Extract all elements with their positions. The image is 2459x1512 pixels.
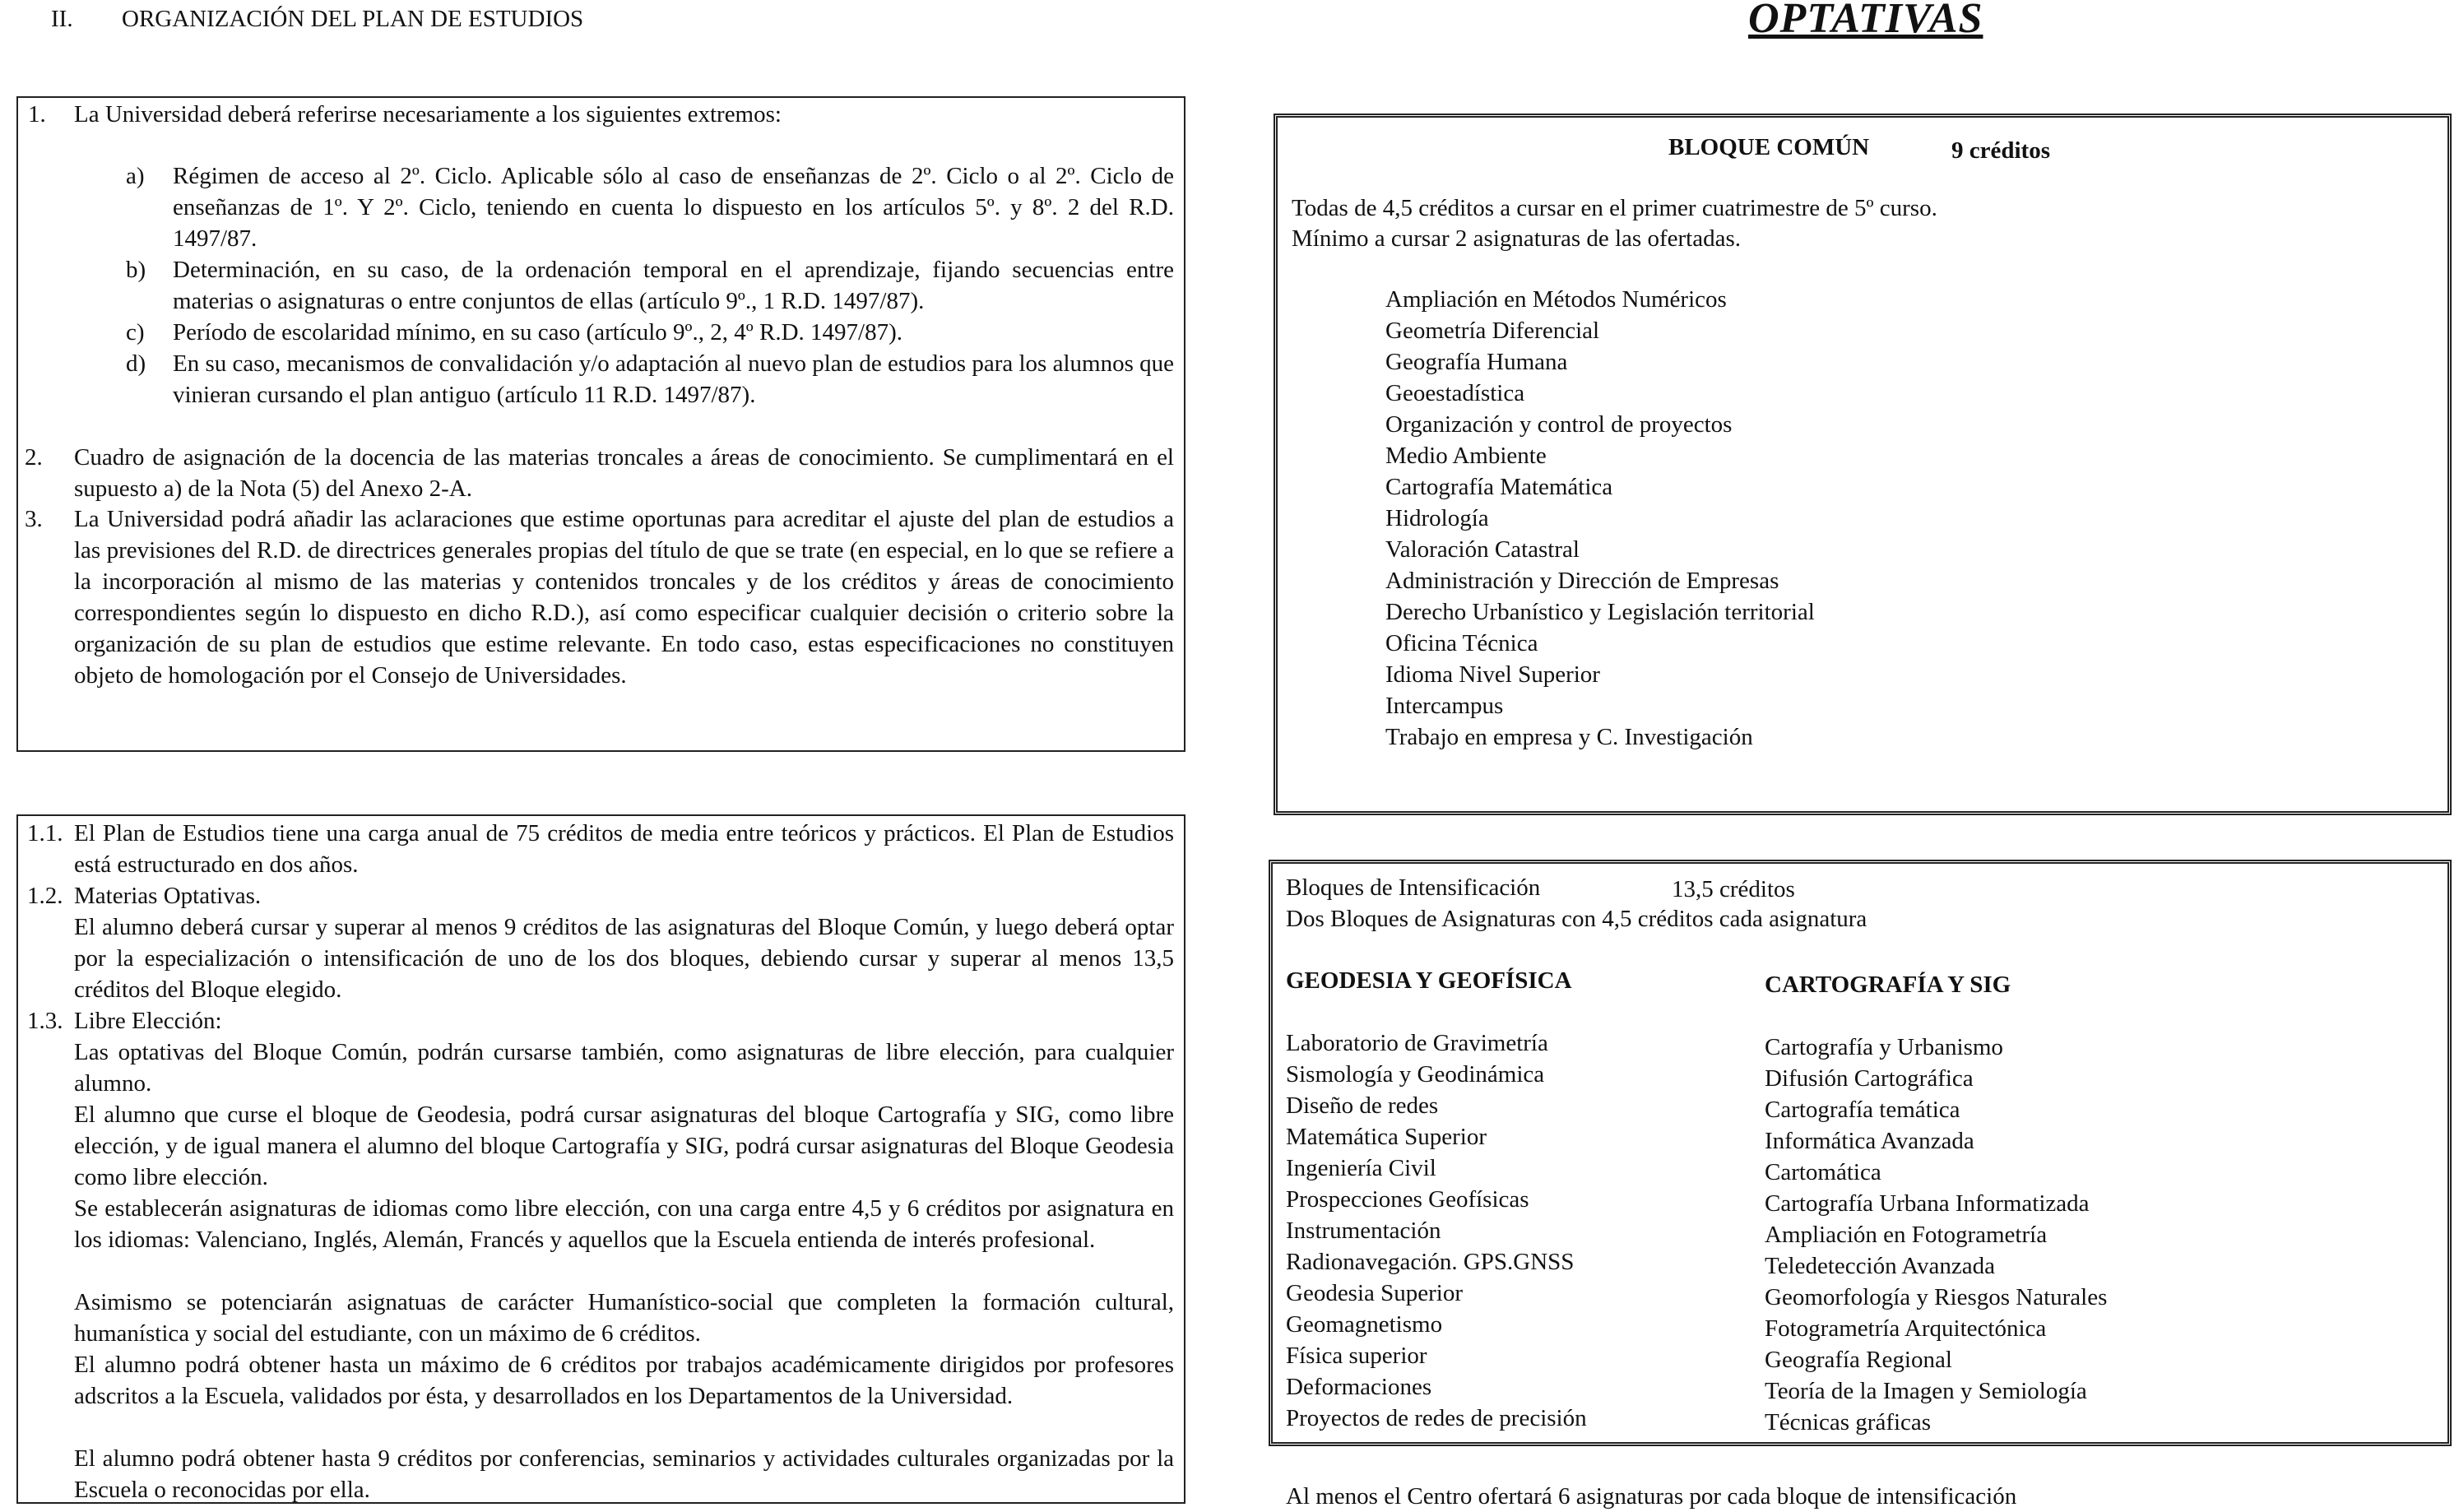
libre-eleccion-p5: El alumno podrá obtener hasta un máximo de 6 créditos por trabajos académicamente dirigidos por profesores adscritos a la Escuela, validados por ésta, y desarrollados en los Departamentos de la Universidad. xyxy=(74,1352,1174,1409)
item-3-text: La Universidad podrá añadir las aclaraciones que estime oportunas para acreditar el ajuste del plan de estudios a las previsiones del R.D. de directrices generales propias del título de que se trate (en especial, en lo que se refiere a la incorporación al mismo de las materias y contenidos troncales y de los créditos y áreas de conocimiento correspondientes según lo dispuesto en dicho R.D.), así como especificar cualquier decisión o criterio sobre la organización de su plan de estudios que estime relevante. En todo caso, estas especificaciones no constituyen objeto de homologación por el Consejo de Universidades. xyxy=(74,506,1174,689)
subject-item: Administración y Dirección de Empresas xyxy=(1385,568,1779,594)
subject-item: Medio Ambiente xyxy=(1385,443,1547,469)
subject-item: Hidrología xyxy=(1385,505,1489,531)
bloque-comun-subjects xyxy=(1385,284,1815,753)
subject-item: Instrumentación xyxy=(1286,1217,1441,1244)
subject-item: Diseño de redes xyxy=(1286,1092,1439,1119)
item-c-text: Período de escolaridad mínimo, en su caso (artículo 9º., 2, 4º R.D. 1497/87). xyxy=(173,319,903,346)
subject-item: Idioma Nivel Superior xyxy=(1385,661,1600,688)
cartografia-title: CARTOGRAFÍA Y SIG xyxy=(1765,972,2011,998)
subject-item: Geografía Humana xyxy=(1385,349,1568,375)
subject-item: Ampliación en Fotogrametría xyxy=(1765,1222,2048,1248)
subject-item: Física superior xyxy=(1286,1343,1427,1369)
item-d-text: En su caso, mecanismos de convalidación y/o adaptación al nuevo plan de estudios para los alumnos que vinieran cursando el plan antiguo (artículo 11 R.D. 1497/87). xyxy=(173,350,1174,408)
subject-item: Valoración Catastral xyxy=(1385,536,1580,563)
intensificacion-credits: 13,5 créditos xyxy=(1672,876,1795,902)
subject-item: Cartografía y Urbanismo xyxy=(1765,1034,2003,1060)
bloque-comun-line-1: Todas de 4,5 créditos a cursar en el primer cuatrimestre de 5º curso. xyxy=(1292,195,1937,221)
subject-item: Cartografía temática xyxy=(1765,1097,1960,1123)
intensificacion-subline: Dos Bloques de Asignaturas con 4,5 créditos cada asignatura xyxy=(1286,906,1867,932)
item-1-2-heading: Materias Optativas. xyxy=(74,883,262,909)
item-a-label: a) xyxy=(126,163,145,189)
item-b-label: b) xyxy=(126,257,146,283)
subject-item: Ingeniería Civil xyxy=(1286,1155,1436,1181)
libre-eleccion-p4: Asimismo se potenciarán asignatuas de carácter Humanístico-social que completen la formación cultural, humanística y social del estudiante, con un máximo de 6 créditos. xyxy=(74,1289,1174,1347)
subject-item: Cartomática xyxy=(1765,1159,1881,1185)
subject-item: Intercampus xyxy=(1385,693,1504,719)
subject-item: Derecho Urbanístico y Legislación territorial xyxy=(1385,599,1815,625)
item-d-label: d) xyxy=(126,350,146,377)
bloque-comun-line-2: Mínimo a cursar 2 asignaturas de las ofertadas. xyxy=(1292,225,1741,252)
subject-item: Geomagnetismo xyxy=(1286,1311,1443,1338)
subject-item: Proyectos de redes de precisión xyxy=(1286,1405,1587,1431)
item-1-2-number: 1.2. xyxy=(27,883,63,909)
libre-eleccion-p3: Se establecerán asignaturas de idiomas como libre elección, con una carga entre 4,5 y 6 créditos por asignatura en los idiomas: Valenciano, Inglés, Alemán, Francés y aquellos que la Escuela entienda de interés profesional. xyxy=(74,1195,1174,1253)
subject-item: Ampliación en Métodos Numéricos xyxy=(1385,286,1727,313)
subject-item: Oficina Técnica xyxy=(1385,630,1538,656)
subject-item: Matemática Superior xyxy=(1286,1124,1487,1150)
item-1-1-text: El Plan de Estudios tiene una carga anual de 75 créditos de media entre teóricos y prácticos. El Plan de Estudios está estructurado en dos años. xyxy=(74,820,1174,878)
item-3-number: 3. xyxy=(25,506,43,532)
subject-item: Sismología y Geodinámica xyxy=(1286,1061,1545,1088)
subject-item: Trabajo en empresa y C. Investigación xyxy=(1385,724,1753,750)
subject-item: Geomorfología y Riesgos Naturales xyxy=(1765,1284,2108,1310)
subject-item: Difusión Cartográfica xyxy=(1765,1065,1974,1092)
subject-item: Deformaciones xyxy=(1286,1374,1432,1400)
geodesia-subjects xyxy=(1286,1027,1587,1434)
libre-eleccion-p6: El alumno podrá obtener hasta 9 créditos por conferencias, seminarios y actividades culturales organizadas por la Escuela o reconocidas por ella. xyxy=(74,1445,1174,1503)
item-1-3-heading: Libre Elección: xyxy=(74,1008,222,1034)
item-1-1-number: 1.1. xyxy=(27,820,63,846)
cartografia-subjects xyxy=(1765,1032,2107,1438)
item-1-3-number: 1.3. xyxy=(27,1008,63,1034)
intensificacion-heading: Bloques de Intensificación xyxy=(1286,874,1541,901)
subject-item: Teoría de la Imagen y Semiología xyxy=(1765,1378,2087,1404)
subject-item: Geometría Diferencial xyxy=(1385,318,1600,344)
subject-item: Prospecciones Geofísicas xyxy=(1286,1186,1529,1213)
subject-item: Laboratorio de Gravimetría xyxy=(1286,1030,1548,1056)
subject-item: Cartografía Matemática xyxy=(1385,474,1613,500)
geodesia-title: GEODESIA Y GEOFÍSICA xyxy=(1286,967,1572,994)
subject-item: Informática Avanzada xyxy=(1765,1128,1974,1154)
subject-item: Teledetección Avanzada xyxy=(1765,1253,1996,1279)
subject-item: Geografía Regional xyxy=(1765,1347,1952,1373)
subject-item: Cartografía Urbana Informatizada xyxy=(1765,1190,2090,1217)
item-a-text: Régimen de acceso al 2º. Ciclo. Aplicable sólo al caso de enseñanzas de 2º. Ciclo o al 2º. Ciclo de enseñanzas de 1º. Y 2º. Ciclo, teniendo en cuenta lo dispuesto en los artículos 5º. y 8º. 2 del R.D. 1497/87. xyxy=(173,163,1174,252)
item-c-label: c) xyxy=(126,319,145,346)
subject-item: Fotogrametría Arquitectónica xyxy=(1765,1315,2047,1342)
optativas-title: OPTATIVAS xyxy=(1748,0,1983,42)
bloque-comun-heading: BLOQUE COMÚN xyxy=(1668,134,1870,160)
subject-item: Geoestadística xyxy=(1385,380,1525,406)
subject-item: Radionavegación. GPS.GNSS xyxy=(1286,1249,1575,1275)
libre-eleccion-p2: El alumno que curse el bloque de Geodesia, podrá cursar asignaturas del bloque Cartografía y SIG, como libre elección, y de igual manera el alumno del bloque Cartografía y SIG, podrá cursar asignaturas del Bloque Geodesia como libre elección. xyxy=(74,1102,1174,1190)
section-title: ORGANIZACIÓN DEL PLAN DE ESTUDIOS xyxy=(122,6,584,32)
item-1-number: 1. xyxy=(28,101,46,128)
item-2-text: Cuadro de asignación de la docencia de las materias troncales a áreas de conocimiento. Se cumplimentará en el supuesto a) de la Nota (5) del Anexo 2-A. xyxy=(74,444,1174,502)
item-1-text: La Universidad deberá referirse necesariamente a los siguientes extremos: xyxy=(74,101,782,128)
intensificacion-footer: Al menos el Centro ofertará 6 asignaturas por cada bloque de intensificación xyxy=(1286,1483,2017,1510)
item-b-text: Determinación, en su caso, de la ordenación temporal en el aprendizaje, fijando secuencias entre materias o asignaturas o entre conjuntos de ellas (artículo 9º., 1 R.D. 1497/87). xyxy=(173,257,1174,314)
bloque-comun-credits: 9 créditos xyxy=(1951,137,2050,164)
subject-item: Organización y control de proyectos xyxy=(1385,411,1733,438)
libre-eleccion-p1: Las optativas del Bloque Común, podrán cursarse también, como asignaturas de libre elección, para cualquier alumno. xyxy=(74,1039,1174,1097)
subject-item: Geodesia Superior xyxy=(1286,1280,1464,1306)
item-2-number: 2. xyxy=(25,444,43,471)
section-number: II. xyxy=(51,6,73,32)
item-1-2-body: El alumno deberá cursar y superar al menos 9 créditos de las asignaturas del Bloque Común, y luego deberá optar por la especialización o intensificación de uno de los dos bloques, debiendo cursar y superar al menos 13,5 créditos del Bloque elegido. xyxy=(74,914,1174,1003)
subject-item: Técnicas gráficas xyxy=(1765,1409,1932,1435)
